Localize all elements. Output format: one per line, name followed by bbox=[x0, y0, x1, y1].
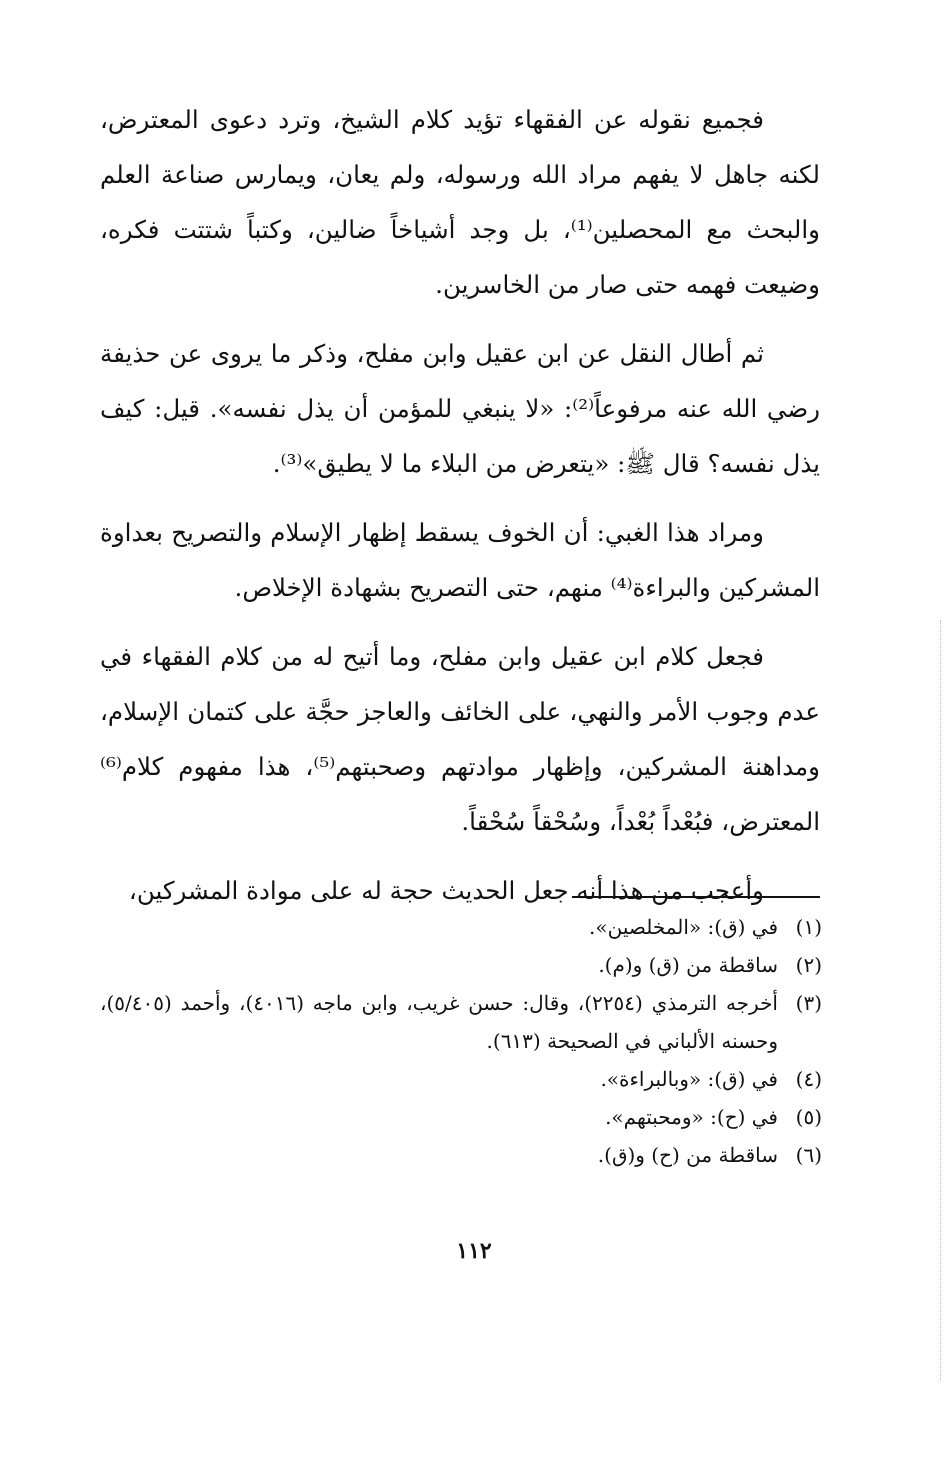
paragraph-1: فجميع نقوله عن الفقهاء تؤيد كلام الشيخ، وترد دعوى المعترض، لكنه جاهل لا يفهم مراد الله ورسوله، ولم يعان، ويمارس صناعة العلم والبحث مع المحصلين⁽¹⁾، بل وجد أشياخاً ضالين، وكتباً شتتت فكره، وضيعت فهمه حتى صار من الخاسرين. bbox=[100, 105, 820, 299]
footnote-number: (٥) bbox=[795, 1105, 822, 1129]
page-number: ١١٢ bbox=[456, 1238, 492, 1264]
footnote-text: في (ح): «ومحبتهم». bbox=[605, 1105, 778, 1129]
paragraph-5: وأعجب من هذا أنه جعل الحديث حجة له على موادة المشركين، bbox=[128, 876, 764, 905]
footnote-text: ساقطة من (ح) و(ق). bbox=[597, 1143, 778, 1167]
main-text bbox=[100, 92, 820, 932]
footnote-text: في (ق): «وبالبراءة». bbox=[600, 1067, 778, 1091]
scan-edge-mark bbox=[940, 620, 942, 1380]
paragraph-2: ثم أطال النقل عن ابن عقيل وابن مفلح، وذكر ما يروى عن حذيفة رضي الله عنه مرفوعاً⁽²⁾: «لا ينبغي للمؤمن أن يذل نفسه». قيل: كيف يذل نفسه؟ قال ﷺ: «يتعرض من البلاء ما لا يطيق»⁽³⁾. bbox=[100, 339, 820, 478]
footnote-3 bbox=[100, 984, 822, 1060]
footnote-number: (٦) bbox=[795, 1143, 822, 1167]
footnote-text: ساقطة من (ق) و(م). bbox=[598, 953, 778, 977]
footnotes bbox=[100, 908, 822, 1174]
footnote-5 bbox=[100, 1098, 822, 1136]
footnote-number: (٣) bbox=[795, 991, 822, 1015]
paragraph-4: فجعل كلام ابن عقيل وابن مفلح، وما أتيح له من كلام الفقهاء في عدم وجوب الأمر والنهي، على الخائف والعاجز حجَّة على كتمان الإسلام، ومداهنة المشركين، وإظهار موادتهم وصحبتهم⁽⁵⁾، هذا مفهوم كلام⁽⁶⁾ المعترض، فبُعْداً بُعْداً، وسُحْقاً سُحْقاً. bbox=[100, 642, 821, 836]
footnote-4 bbox=[100, 1060, 822, 1098]
footnote-number: (٢) bbox=[795, 953, 822, 977]
footnote-2 bbox=[100, 946, 822, 984]
footnote-text: أخرجه الترمذي (٢٢٥٤)، وقال: حسن غريب، وابن ماجه (٤٠١٦)، وأحمد (٥/٤٠٥)، وحسنه الألباني في الصحيحة (٦١٣). bbox=[100, 991, 778, 1053]
footnote-number: (١) bbox=[795, 915, 822, 939]
footnote-1 bbox=[100, 908, 822, 946]
footnote-separator bbox=[572, 896, 820, 898]
paragraph-3: ومراد هذا الغبي: أن الخوف يسقط إظهار الإسلام والتصريح بعداوة المشركين والبراءة⁽⁴⁾ منهم، حتى التصريح بشهادة الإخلاص. bbox=[100, 518, 820, 602]
footnote-text: في (ق): «المخلصين». bbox=[589, 915, 778, 939]
footnote-6 bbox=[100, 1136, 822, 1174]
footnote-number: (٤) bbox=[795, 1067, 822, 1091]
